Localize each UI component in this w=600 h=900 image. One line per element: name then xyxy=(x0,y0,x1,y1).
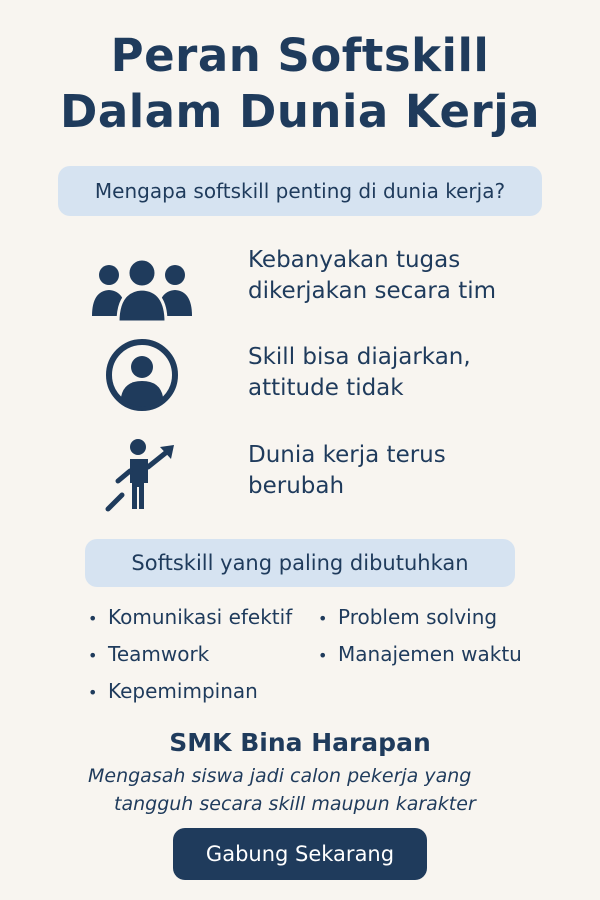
skill-label: Manajemen waktu xyxy=(338,642,522,666)
reason-line: Dunia kerja terus xyxy=(248,442,446,468)
bullet-icon: • xyxy=(318,609,328,628)
skills-list-right xyxy=(318,599,522,673)
skill-item xyxy=(88,636,292,673)
skills-list-left xyxy=(88,599,292,710)
skill-label: Komunikasi efektif xyxy=(108,605,293,629)
bullet-icon: • xyxy=(88,646,98,665)
reason-line: dikerjakan secara tim xyxy=(248,278,497,304)
bullet-icon: • xyxy=(88,683,98,702)
reason-line: Kebanyakan tugas xyxy=(248,247,461,273)
skill-label: Kepemimpinan xyxy=(108,679,258,703)
title-line-1: Peran Softskill xyxy=(110,29,490,82)
join-now-button[interactable]: Gabung Sekarang xyxy=(173,828,427,880)
skill-item xyxy=(318,599,522,636)
title-line-2: Dalam Dunia Kerja xyxy=(59,85,541,138)
page-title xyxy=(0,28,600,140)
school-tagline-line-1: Mengasah siswa jadi calon pekerja yang xyxy=(88,765,472,787)
school-tagline-line-2: tangguh secara skill maupun karakter xyxy=(114,793,476,815)
reason-item-changing-world xyxy=(0,430,600,520)
why-heading-pill xyxy=(58,166,542,216)
skill-label: Teamwork xyxy=(108,642,210,666)
team-icon xyxy=(80,245,204,335)
reason-line: Skill bisa diajarkan, xyxy=(248,344,471,370)
skill-item xyxy=(88,599,292,636)
school-name: SMK Bina Harapan xyxy=(169,728,431,757)
bullet-icon: • xyxy=(318,646,328,665)
skill-label: Problem solving xyxy=(338,605,498,629)
skill-item xyxy=(88,673,292,710)
reason-text xyxy=(248,440,568,502)
user-circle-icon xyxy=(80,330,204,420)
reason-line: attitude tidak xyxy=(248,375,404,401)
reason-line: berubah xyxy=(248,473,345,499)
why-heading: Mengapa softskill penting di dunia kerja? xyxy=(94,179,506,203)
reason-text xyxy=(248,342,568,404)
skill-item xyxy=(318,636,522,673)
reason-text xyxy=(248,245,568,307)
reason-item-attitude xyxy=(0,330,600,420)
needed-heading: Softskill yang paling dibutuhkan xyxy=(131,551,469,575)
growth-person-icon xyxy=(80,430,204,520)
reason-item-teamwork xyxy=(0,245,600,335)
bullet-icon: • xyxy=(88,609,98,628)
needed-heading-pill xyxy=(85,539,515,587)
